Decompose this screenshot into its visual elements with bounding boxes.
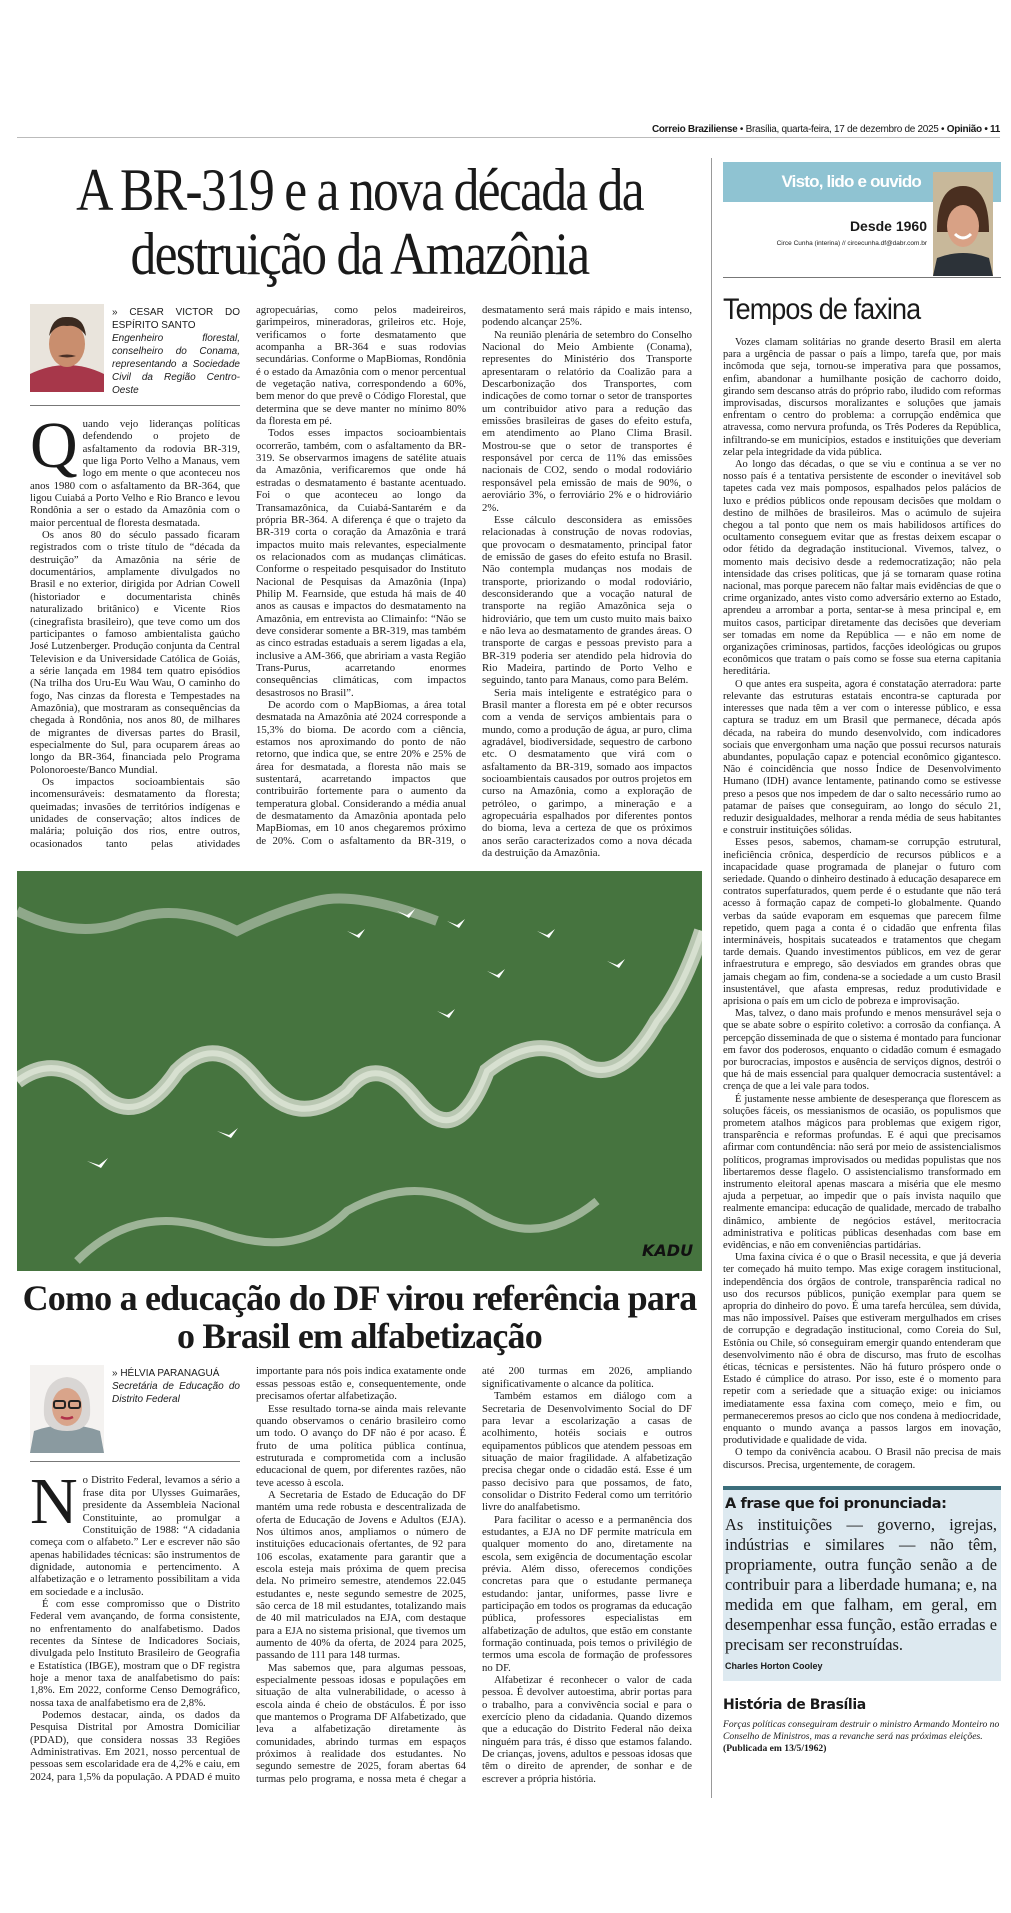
column-header [723, 160, 1001, 278]
dateline: • Brasília, quarta-feira, 17 de dezembro de 2025 • [739, 124, 945, 135]
paragraph: No Distrito Federal, levamos a sério a frase dita por Ulysses Guimarães, presidente da Assembleia Nacional Constituinte, ao promulgar a Constituição de 1988: “A cidadania começa com o alfabeto.” Ler e escrever não são apenas habilidades técnicas: são instrumentos de dignidade, autonomia e pertencimento. A alfabetização e o letramento possibilitam a vida em sociedade e a inclusão. [30, 1465, 240, 1598]
column-name: Visto, lido e ouvido [781, 172, 921, 191]
author-byline [30, 1365, 240, 1462]
paragraph: Esses pesos, sabemos, chamam-se corrupção estrutural, ineficiência crônica, desperdício de recursos públicos e a incapacidade quase programada de planejar o futuro com seriedade. Quando o dinheiro destinado à educação desaparece em contratos superfaturados, quem perde é o estudante que não terá acesso à formação capaz de competi-lo globalmente. Quando verbas da saúde evaporam em esquemas que parecem filme repetido, quem paga a conta é o cidadão que enfrenta filas intermináveis, hospitais sucateados e tratamentos que chegam tarde demais. Quando investimentos públicos, em vez de gerar infraestrutura e emprego, são desviados em grandes obras que jamais chegam ao fim, condena-se a sociedade a um custo Brasil insustentável, que afasta empresas, reduz produtividade e aprisiona o país em um ciclo de pobreza e improvisação. [723, 837, 1001, 1007]
page-number: • 11 [984, 124, 1000, 135]
paragraph: O que antes era suspeita, agora é constatação aterradora: parte relevante das estruturas estatais encontra-se capturada por interesses que nada têm a ver com o interesse público, e essa captura se traduz em um Brasil que permanece, década após década, na rabeira do mundo desenvolvido, com indicadores sociais que envergonham uma nação que possui recursos naturais abundantes, população capaz e potencial econômico gigantesco. Não é coincidência que nosso Índice de Desenvolvimento Humano (IDH) avance lentamente, patinando como se estivesse preso a pesos que nos impedem de dar o salto necessário rumo ao patamar de países que conseguiram, ao longo do século 21, reduzir desigualdades, melhorar a renda média de seus habitantes e construir instituições sólidas. [723, 678, 1001, 837]
column-divider [711, 158, 712, 1798]
article-body [17, 304, 702, 859]
paragraph: Podemos destacar, ainda, os dados da Pesquisa Distrital por Amostra Domiciliar (PDAD), que considera nossas 33 Regiões Administrativas. Em 2021, nosso percentual de pessoas sem escolaridade era de 4,2% e caiu, em 2024, para 1,5% da população. A PDAD é muito importante para nós pois indica exatamente onde essas pessoas estão e, consequentemente, onde precisamos ofertar alfabetização. [30, 1365, 466, 1783]
paragraph: Na reunião plenária de setembro do Conselho Nacional do Meio Ambiente (Conama), representes do Ministério dos Transporte apresentaram o relatório da Coalizão para a Descarbonização dos Transportes, com indicações de como tornar o setor de transportes um contribuidor ativo para a redução das emissões brasileiras de gases do efeito estufa, em atendimento ao Plano Clima Brasil. Mostrou-se que o setor de transportes é responsável por cerca de 11% das emissões nacionais de CO2, sendo o modal rodoviário responsável pela emissão de mais de 90%, o aeroviário 3%, o ferroviário 2% e o hidroviário 2%. [482, 328, 692, 514]
quote-box [723, 1486, 1001, 1681]
paragraph: Esse cálculo desconsidera as emissões relacionadas à construção de novas rodovias, que provocam o desmatamento, principal fator de emissão de gases do efeito estufa no Brasil. Não contempla mudanças nos modais de transporte, priorizando o modal rodoviário, desconsiderando que a vocação natural de transporte na região Amazônica seja o hidroviário, que tem um custo muito mais baixo e não leva ao desmatamento de grandes áreas. O transporte de cargas e pessoas previsto para a BR-319 poderia ser atendido pela hidrovia do Rio Madeira, partindo de Porto Velho e seguindo, tanto para Manaus, como para Belém. [482, 513, 692, 687]
paragraph: Mas sabemos que, para algumas pessoas, especialmente pessoas idosas e populações em situação de alta vulnerabilidade, o acesso à escola ainda é cheio de obstáculos. É por isso que mantemos o Programa DF Alfabetizado, que leva a alfabetização diretamente às comunidades, abrindo turmas em espaços próximos à realidade dos estudantes. No segundo semestre de 2025, foram abertas 64 turmas pelo programa, e nossa meta é chegar a até 200 turmas em 2026, ampliando significativamente o alcance da política. [256, 1365, 692, 1785]
newspaper-name: Correio Braziliense [651, 124, 738, 135]
illustrator-signature: KADU [642, 1241, 694, 1261]
history-box [723, 1697, 1001, 1755]
article-br319 [17, 158, 702, 1271]
column-body [723, 337, 1001, 1472]
column-title: Tempos de faxina [723, 293, 921, 326]
paragraph: Mas, talvez, o dano mais profundo e menos mensurável seja o que se abate sobre o espírito coletivo: a corrosão da confiança. A percepção disseminada de que o sistema é montado para funcionar em favor dos poderosos, enquanto o cidadão comum é esmagado por burocracias, impostos e ausência de serviços dignos, destrói o que há de mais essencial para qualquer democracia sustentável: a crença de que a lei vale para todos. [723, 1008, 1001, 1093]
author-byline [30, 304, 240, 406]
history-note: Forças políticas conseguiram destruir o ministro Armando Monteiro no Conselho de Ministros, mas a revanche será nas próximas eleições. [723, 1718, 1000, 1742]
paragraph: Também estamos em diálogo com a Secretaria de Desenvolvimento Social do DF para levar a escolarização a casas de acolhimento, hotéis sociais e outros equipamentos públicos que atendem pessoas em situação de maior fragilidade. A alfabetização precisa chegar onde o cidadão está. Esse é um passo decisivo para que possamos, de fato, consolidar o Distrito Federal como um território livre do analfabetismo. [482, 1390, 692, 1514]
paragraph: O tempo da conivência acabou. O Brasil não precisa de mais discursos. Precisa, urgentemente, de coragem. [723, 1447, 1001, 1471]
paragraph: É com esse compromisso que o Distrito Federal vem avançando, de forma consistente, no enfrentamento do analfabetismo. Dados recentes da Síntese de Indicadores Sociais, divulgada pelo Instituto Brasileiro de Geografia e Estatística (IBGE), mostram que o DF registra hoje a menor taxa de analfabetismo do país: 1,8%. Em 2022, conforme Censo Demográfico, nossa taxa de analfabetismo era de 2,8%. [30, 1597, 240, 1709]
columnist-contact: Circe Cunha (interina) // circecunha.df@dabr.com.br [776, 240, 927, 247]
page-header [17, 124, 1000, 138]
paragraph: Quando vejo lideranças políticas defendendo o projeto de asfaltamento da rodovia BR-319, que liga Porto Velho a Manaus, vem logo em mente o que aconteceu nos anos 1980 com o asfaltamento da BR-364, que ligou Cuiabá a Porto Velho e Rio Branco e levou Rondônia a ser o estado da Amazônia com o maior percentual de floresta desmatada. [30, 409, 240, 529]
column-since: Desde 1960 [849, 218, 927, 234]
paragraph: Vozes clamam solitárias no grande deserto Brasil em alerta para a urgência de passar o país a limpo, tarefa que, por mais incômoda que seja, tornou-se imperativa para que possamos, enfim, abandonar a humilhante posição de cachorro doido, girando sem descanso atrás do próprio rabo, iludido com reformas improvisadas, discursos moralizantes e soluções que jamais enfrentam o centro do problema: a corrupção endêmica que atravessa, como nervura profunda, os Três Poderes da República, infiltrando-se em municípios, estados e instituições que deveriam zelar pela integridade da vida pública. [723, 337, 1001, 458]
history-text [723, 1719, 1001, 1755]
history-published: (Publicada em 13/5/1962) [723, 1742, 827, 1754]
author-photo [30, 1365, 104, 1453]
article-title: Como a educação do DF virou referência para o Brasil em alfabetização [22, 1278, 697, 1357]
quote-heading: A frase que foi pronunciada: [725, 1495, 947, 1512]
quote-text: As instituições — governo, igrejas, indústrias e similares — não têm, propriamente, outra função senão a de contribuir para a liberdade humana; e, na medida em que falham, em geral, em desempenhar essa função, estão erradas e precisam ser reconstruídas. [725, 1514, 997, 1654]
paragraph: É justamente nesse ambiente de desesperança que florescem as soluções fáceis, os messianismos de ocasião, os populismos que prometem atalhos mágicos para problemas que exigem rigor, transparência e reformas profundas. E é aqui que precisamos afirmar com contundência: não será por meio de assistencialismos políticos, programas improvisados ou medidas populistas que nos libertaremos desse flagelo. O assistencialismo transformado em instrumento eleitoral apenas mascara a miséria que ele mesmo ajuda a perpetuar, ao impedir que o país invista naquilo que realmente emancipa: educação de qualidade, mercado de trabalho dinâmico, ambiente de negócios estável, meritocracia administrativa e políticas públicas desenhadas com base em evidências, e não em conveniências partidárias. [723, 1093, 1001, 1252]
paragraph: Os anos 80 do século passado ficaram registrados com o triste título de “década da destruição” da Amazônia na série de documentários, amplamente divulgados no Brasil e no exterior, dirigida por Adrian Cowell (historiador e documentarista chinês naturalizado britânico) e Vicente Rios (cinegrafista brasileiro), que teve como um dos participantes o famoso ambientalista gaúcho José Lutzenberger. Produção conjunta da Central Television e da Universidade Católica de Goiás, a série lançada em 1984 tem quatro episódios (Na trilha dos Uru-Eu Wau Wau, O caminho do fogo, Nas cinzas da floresta e Tempestades na Amazônia), que mostraram as consequências da chegada à Rondônia, nos anos 80, de milhares de migrantes de diversas partes do Brasil, especialmente do Sul, para ocuparem áreas ao longo da BR-364, financiada pelo Programa Polonoroeste/Banco Mundial. [30, 529, 240, 776]
paragraph: Uma faxina cívica é o que o Brasil necessita, e que já deveria ter começado há muito tempo. Mas exige coragem institucional, independência dos órgãos de controle, transparência radical no uso dos recursos públicos, punição exemplar para quem se apropria do dinheiro do povo. É uma tarefa hercúlea, sem dúvida, mas não impossível. Países que estiveram mergulhados em crises de corrupção e degradação institucional, como Coreia do Sul, Estônia ou Chile, só conseguiram emergir quando entenderam que desenvolvimento não é obra de discurso, mas fruto de escolhas éticas, técnicas e persistentes. Não há futuro próspero onde o Estado é cúmplice do atraso. Por isso, este é o momento para repetir com a seriedade que a situação exige: ou iniciamos imediatamente essa faxina com começo, meio e fim, ou permaneceremos presos ao ciclo que nos condena à mediocridade, enquanto o mundo avança a passos largos em inovação, produtividade e qualidade de vida. [723, 1252, 1001, 1447]
paragraph: Seria mais inteligente e estratégico para o Brasil manter a floresta em pé e obter recursos com a venda de serviços ambientais para o mundo, como a produção de água, ar puro, clima agradável, biodiversidade, sequestro de carbono etc. O desmatamento que virá com o asfaltamento da BR-319, somado aos impactos socioambientais causados por outros projetos em curso na Amazônia, como a exploração de petróleo, o garimpo, a mineração e a agropecuária espalhados por diferentes pontos do bioma, leva a certeza de que os próximos anos serão caracterizados como a nova década da destruição da Amazônia. [482, 686, 692, 860]
paragraph: Esse resultado torna-se ainda mais relevante quando observamos o cenário brasileiro como um todo. O avanço do DF não é por acaso. É fruto de uma política pública contínua, estruturada e comprometida com a inclusão educacional de quem, por diferentes razões, não teve acesso à escola. [256, 1402, 466, 1489]
article-title: A BR-319 e a nova década da destruição da Amazônia [76, 157, 643, 287]
article-body [17, 1365, 702, 1785]
author-role: Secretária de Educação do Distrito Federal [112, 1381, 240, 1406]
author-role: Engenheiro florestal, conselheiro do Conama, representando a Sociedade Civil da Região Centro-Oeste [112, 333, 240, 396]
paragraph: A Secretaria de Estado de Educação do DF mantém uma rede robusta e descentralizada de oferta de Educação de Jovens e Adultos (EJA). Nos últimos anos, ampliamos o número de instituições educacionais ofertantes, de 92 para 106 escolas, exatamente para garantir que a escola esteja mais próxima de quem precisa dela. No primeiro semestre, atendemos 22.045 estudantes e, neste segundo semestre de 2025, são cerca de 18 mil estudantes, totalizando mais de 40 mil matriculados na EJA, com destaque para a EJA no sistema prisional, que tivemos um aumento de 40% da oferta, de 2024 para 2025, passando de 111 para 148 turmas. [256, 1488, 466, 1662]
sidebar-column [723, 160, 1001, 1755]
paragraph: Para facilitar o acesso e a permanência dos estudantes, a EJA no DF permite matrícula em qualquer momento do ano, diretamente na escola, sem exigência de documentação escolar prévia. Além disso, oferecemos condições concretas para que o estudante permaneça estudando: jantar, uniformes, passe livre e participação em todos os programas da educação pública, professores especialistas em alfabetização de adultos, que estão em constante formação continuada, pois temos o privilégio de termos uma escola de formação de professores no DF. [482, 1513, 692, 1674]
main-content [17, 150, 702, 1785]
illustration-amazon-river [17, 871, 702, 1271]
paragraph: Alfabetizar é reconhecer o valor de cada pessoa. É devolver autoestima, abrir portas para o trabalho, para a convivência social e para o exercício pleno da cidadania. Quando dizemos que a educação do Distrito Federal não deixa ninguém para trás, é disso que estamos falando. De crianças, jovens, adultos e pessoas idosas que têm o direito de aprender, de sonhar e de escrever a própria história. [482, 1674, 692, 1785]
article-education [17, 1279, 702, 1785]
paragraph: Todos esses impactos socioambientais ocorrerão, também, com o asfaltamento da BR-319. Se observarmos imagens de satélite atuais da Amazônia, verificaremos que onde há estradas o desmatamento é bastante acentuado. Foi o que aconteceu ao longo da Transamazônica, da Cuiabá-Santarém e da própria BR-364. A diferença é que o trajeto da BR-319 corta o coração da Amazônia e trará impactos muito mais relevantes, especialmente os relacionados com as mudanças climáticas. Conforme o respeitado pesquisador do Instituto Nacional de Pesquisas da Amazônia (Inpa) Philip M. Fearnside, que estuda há mais de 40 anos as causas e impactos do desmatamento na Amazônia, em entrevista ao Climainfo: “Não se deve considerar somente a BR-319, mas também as cinco estradas estaduais a serem ligadas a ela, inclusive a AM-366, que abririam a vasta Região Trans-Purus, acarretando enormes consequências climáticas, com impactos desastrosos no Brasil”. [256, 427, 466, 699]
history-heading: História de Brasília [723, 1696, 866, 1713]
author-photo [30, 304, 104, 392]
section-name: Opinião [946, 124, 982, 135]
author-name: » HÉLVIA PARANAGUÁ [112, 1368, 220, 1380]
paragraph: Os impactos socioambientais são incomensuráveis: desmatamento da floresta; queimadas; invasões de territórios indígenas e unidades de conservação; altos índices de malária; poluição dos rios, entre outros, ocasionados tanto pelas atividades agropecuárias, como pelos madeireiros, garimpeiros, mineradoras, grileiros etc. Hoje, verificamos o forte desmatamento que acompanha a BR-364 e suas rodovias secundárias. Conforme o MapBiomas, Rondônia é o estado da Amazônia com o menor percentual de vegetação nativa, correspondendo a 60%, bem menor do que prevê o Código Florestal, que determina que se deve manter no mínimo 80% da floresta em pé. [30, 304, 466, 850]
columnist-photo [933, 172, 993, 276]
quote-author: Charles Horton Cooley [725, 1660, 823, 1671]
paragraph: Ao longo das décadas, o que se viu e continua a se ver no nosso país é a tentativa persistente de esconder o inevitável sob tapetes cada vez mais pomposos, espalhados pelos palácios de luxo e prédios públicos onde repousam decisões que moldam o destino de milhões de brasileiros. Mas o acúmulo de sujeira chegou a tal ponto que nem os mais habilidosos artífices do ocultamento conseguem evitar que as frestas deixem escapar o odor fétido da degradação institucional. Vivemos, talvez, o momento mais decisivo desde a redemocratização; não pela intensidade das crises políticas, que já se tornaram quase rotina nacional, mas porque parecem não faltar mais evidências de que o crime organizado, antes visto como adversário externo ao Estado, aprendeu a arrombar a porta, sentar-se à mesa principal e, em muitos casos, participar diretamente das decisões que deveriam ser tomadas em nome da República — e não em nome de organizações criminosas, partidos, facções ideológicas ou grupos econômicos que tratam o país como se fosse sua eterna capitania hereditária. [723, 459, 1001, 678]
paragraph: De acordo com o MapBiomas, a área total desmatada na Amazônia até 2024 corresponde a 15,3% do bioma. De acordo com a ciência, estamos nos aproximando do ponto de não retorno, que indica que, se entre 20% e 25% de área for desmatada, a floresta não mais se sustentará, acarretando impactos que contribuirão fortemente para o aumento da temperatura global. Considerando a média anual de desmatamento da Amazônia apontada pelo MapBiomas, em 10 anos chegaremos próximo de 20%. Com o asfaltamento da BR-319, o desmatamento será mais rápido e mais intenso, podendo alcançar 25%. [256, 304, 692, 847]
author-name: » CESAR VICTOR DO ESPÍRITO SANTO [112, 307, 240, 331]
